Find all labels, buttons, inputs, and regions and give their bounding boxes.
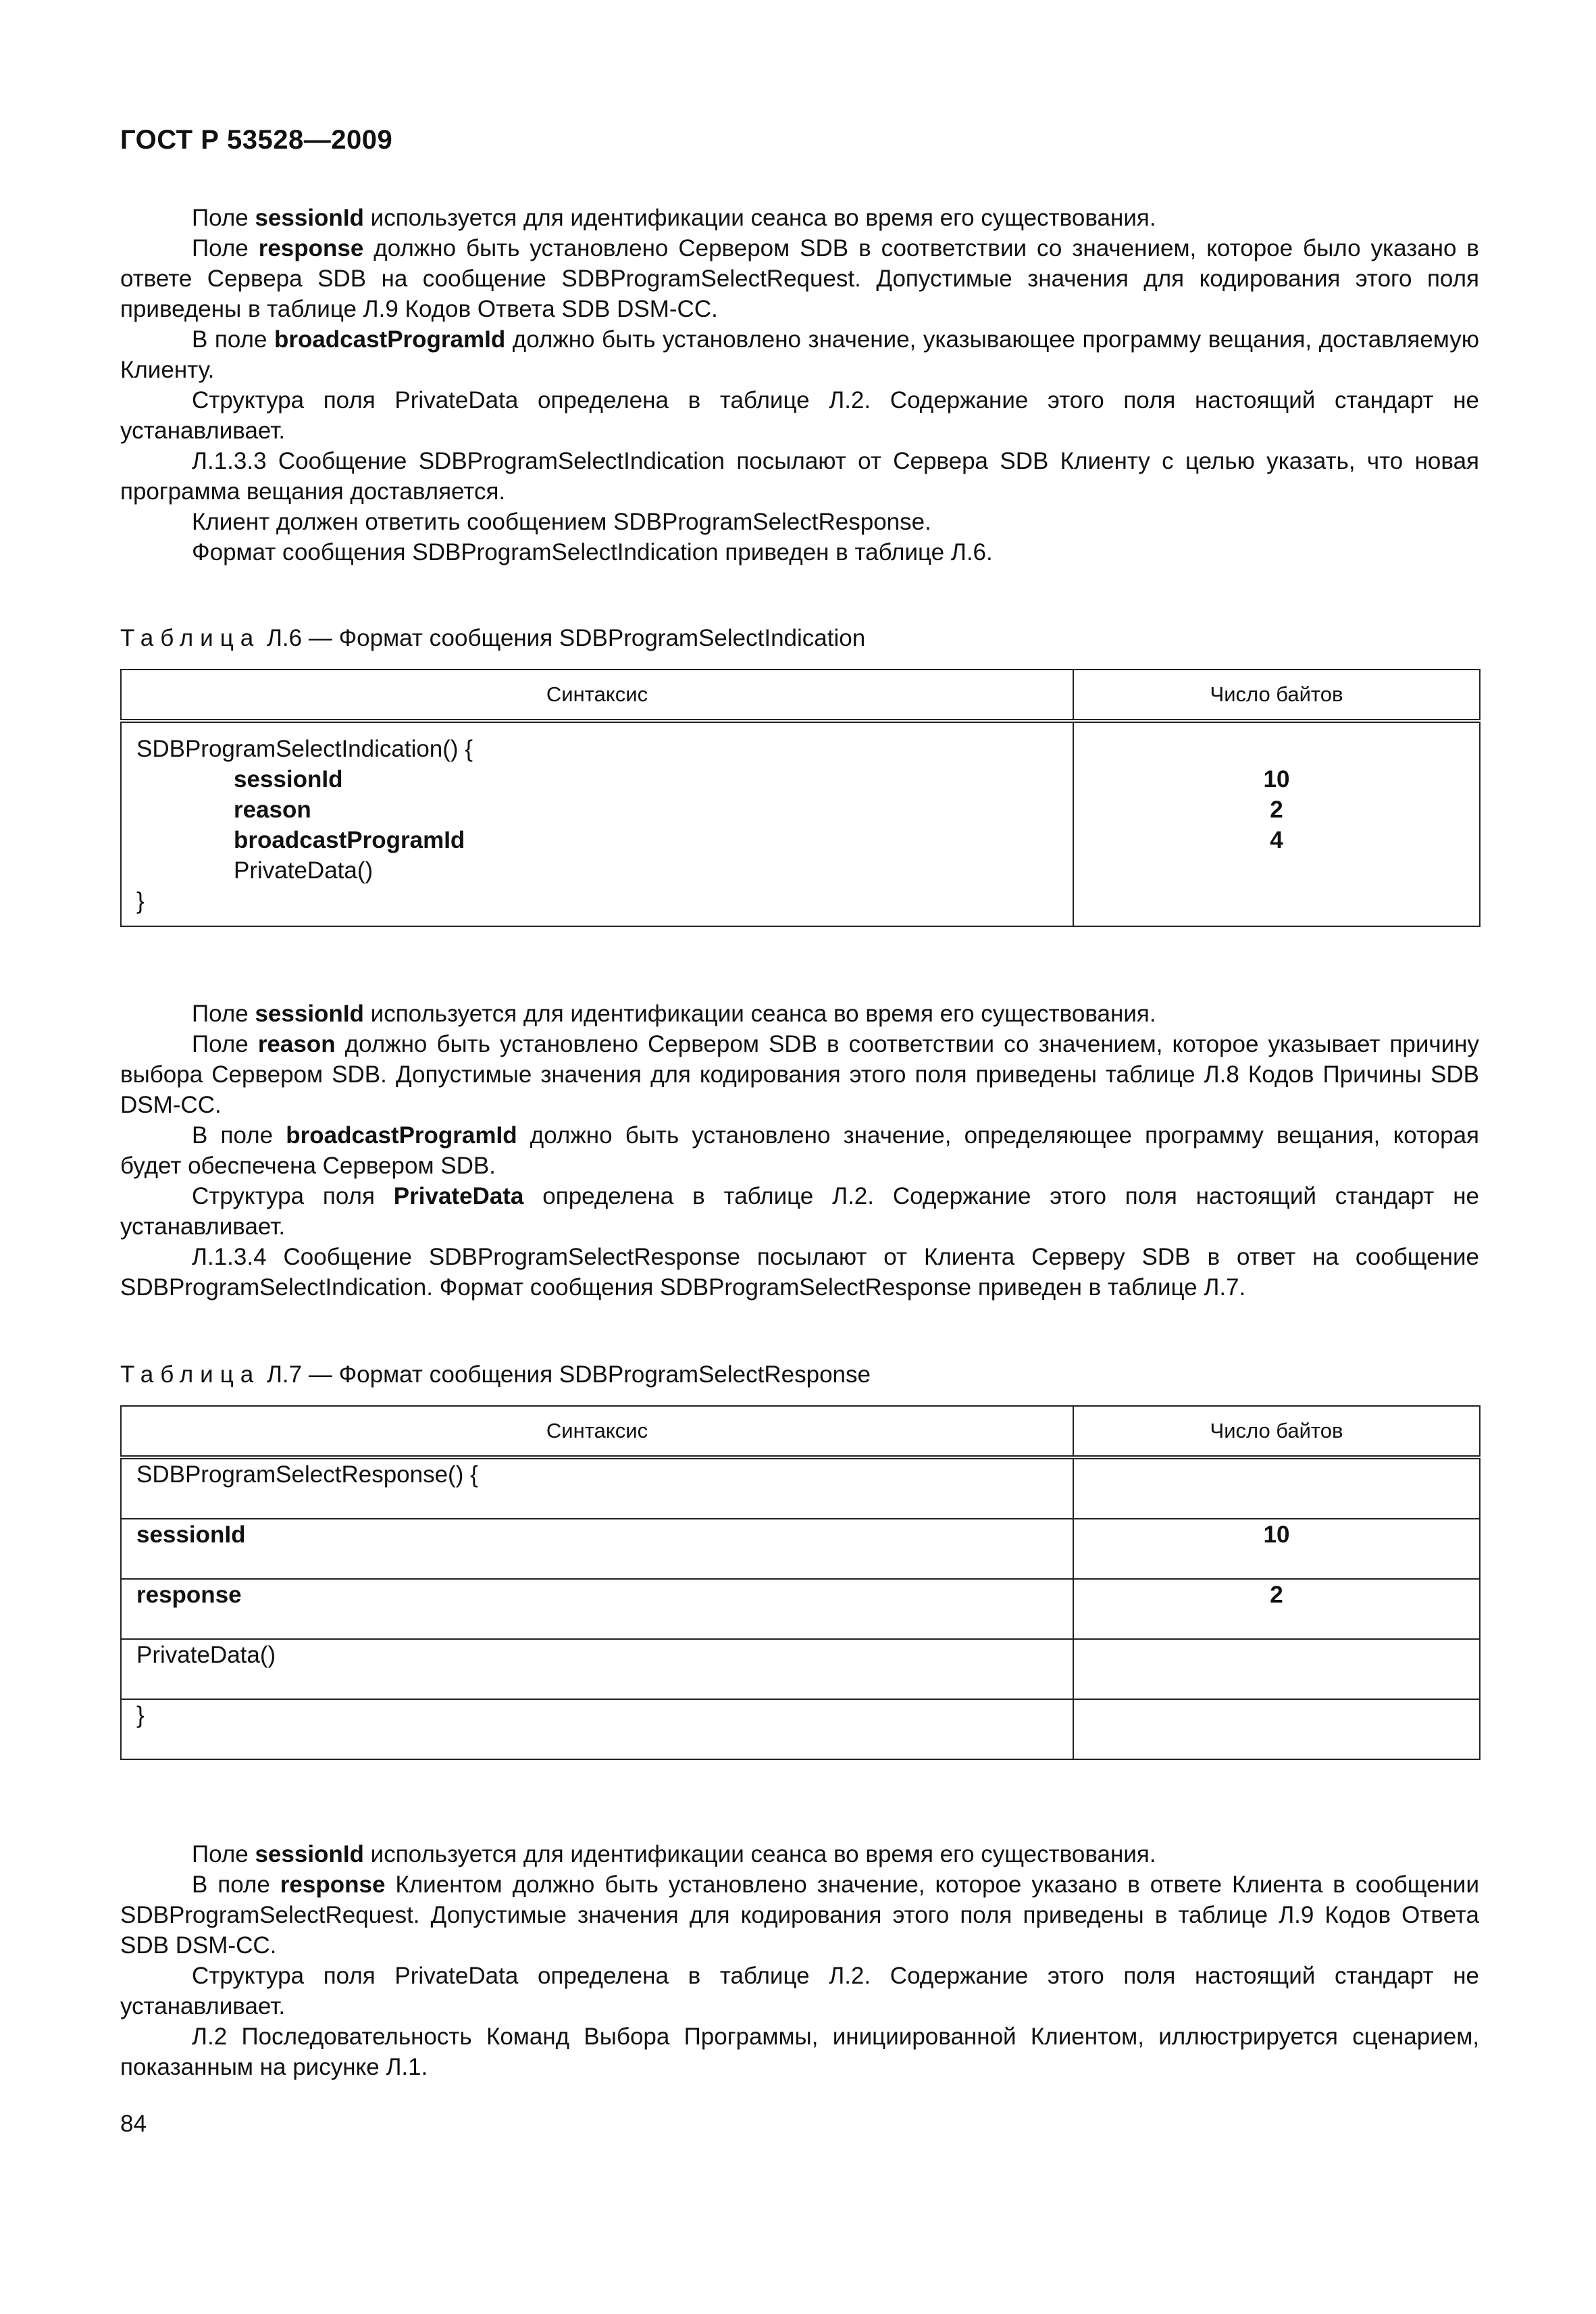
column-header-bytes: Число байтов xyxy=(1073,670,1480,721)
syntax-cell xyxy=(121,721,1073,926)
paragraph: Л.1.3.4 Сообщение SDBProgramSelectResponse посылают от Клиента Серверу SDB в ответ на сообщение SDBProgramSelectIndication. Формат сообщения SDBProgramSelectResponse приведен в таблице Л.7. xyxy=(120,1244,1479,1301)
syntax-close: } xyxy=(136,888,145,914)
syntax-open: SDBProgramSelectIndication() { xyxy=(136,736,473,762)
field-name: broadcastProgramId xyxy=(234,827,465,853)
table-row xyxy=(121,1579,1480,1639)
table-row xyxy=(121,1639,1480,1699)
paragraph: Клиент должен ответить сообщением SDBProgramSelectResponse. xyxy=(192,509,931,535)
syntax-open: SDBProgramSelectResponse() { xyxy=(121,1457,1073,1519)
private-data: PrivateData() xyxy=(121,1639,1073,1699)
table-row xyxy=(121,1699,1480,1759)
private-data: PrivateData() xyxy=(234,857,374,884)
column-header-syntax: Синтаксис xyxy=(121,670,1073,721)
byte-count: 2 xyxy=(1073,1579,1480,1639)
byte-count: 4 xyxy=(1270,827,1283,853)
column-header-syntax: Синтаксис xyxy=(121,1406,1073,1457)
byte-count: 10 xyxy=(1263,766,1290,793)
paragraph: Структура поля PrivateData определена в таблице Л.2. Содержание этого поля настоящий стандарт не устанавливает. xyxy=(120,1963,1479,2019)
table-row xyxy=(121,1519,1480,1579)
byte-count: 2 xyxy=(1270,797,1283,823)
section-1 xyxy=(120,203,1479,568)
paragraph: Формат сообщения SDBProgramSelectIndication приведен в таблице Л.6. xyxy=(192,539,993,565)
bytes-cell xyxy=(1073,721,1480,926)
paragraph: Поле sessionId используется для идентификации сеанса во время его существования. xyxy=(192,1841,1156,1867)
paragraph: Поле response должно быть установлено Сервером SDB в соответствии со значением, которое было указано в ответе Сервера SDB на сообщение SDBProgramSelectRequest. Допустимые значения для кодирования этого поля приведены в таблице Л.9 Кодов Ответа SDB DSM-CC. xyxy=(120,235,1479,322)
field-name: reason xyxy=(234,797,311,823)
field-name: response xyxy=(121,1579,1073,1639)
paragraph: Поле reason должно быть установлено Сервером SDB в соответствии со значением, которое указывает причину выбора Сервером SDB. Допустимые значения для кодирования этого поля приведены таблице Л.8 Кодов Причины SDB DSM-CC. xyxy=(120,1031,1479,1118)
table-7 xyxy=(120,1405,1481,1760)
section-2 xyxy=(120,999,1479,1303)
table-7-caption: Таблица Л.7 — Формат сообщения SDBProgramSelectResponse xyxy=(120,1361,871,1388)
table-row xyxy=(121,1457,1480,1519)
document-header: ГОСТ Р 53528—2009 xyxy=(120,125,393,155)
syntax-close: } xyxy=(121,1699,1073,1759)
paragraph: В поле broadcastProgramId должно быть установлено значение, указывающее программу вещания, доставляемую Клиенту. xyxy=(120,326,1479,383)
paragraph: В поле response Клиентом должно быть установлено значение, которое указано в ответе Клиента в сообщении SDBProgramSelectRequest. Допустимые значения для кодирования этого поля приведены в таблице Л.9 Кодов Ответа SDB DSM-CC. xyxy=(120,1871,1479,1959)
field-name: sessionId xyxy=(121,1519,1073,1579)
paragraph: Поле sessionId используется для идентификации сеанса во время его существования. xyxy=(192,1001,1156,1027)
paragraph: Л.1.3.3 Сообщение SDBProgramSelectIndication посылают от Сервера SDB Клиенту с целью указать, что новая программа вещания доставляется. xyxy=(120,448,1479,505)
paragraph: Поле sessionId используется для идентификации сеанса во время его существования. xyxy=(192,205,1156,231)
table-6 xyxy=(120,669,1481,927)
paragraph: Структура поля PrivateData определена в таблице Л.2. Содержание этого поля настоящий стандарт не устанавливает. xyxy=(120,1183,1479,1240)
paragraph: Л.2 Последовательность Команд Выбора Программы, инициированной Клиентом, иллюстрируется сценарием, показанным на рисунке Л.1. xyxy=(120,2023,1479,2080)
column-header-bytes: Число байтов xyxy=(1073,1406,1480,1457)
byte-count: 10 xyxy=(1073,1519,1480,1579)
paragraph: Структура поля PrivateData определена в таблице Л.2. Содержание этого поля настоящий стандарт не устанавливает. xyxy=(120,387,1479,444)
section-3 xyxy=(120,1839,1479,2082)
field-name: sessionId xyxy=(234,766,343,793)
paragraph: В поле broadcastProgramId должно быть установлено значение, определяющее программу вещания, которая будет обеспечена Сервером SDB. xyxy=(120,1122,1479,1179)
table-6-caption: Таблица Л.6 — Формат сообщения SDBProgramSelectIndication xyxy=(120,625,866,651)
page-number: 84 xyxy=(120,2111,147,2137)
